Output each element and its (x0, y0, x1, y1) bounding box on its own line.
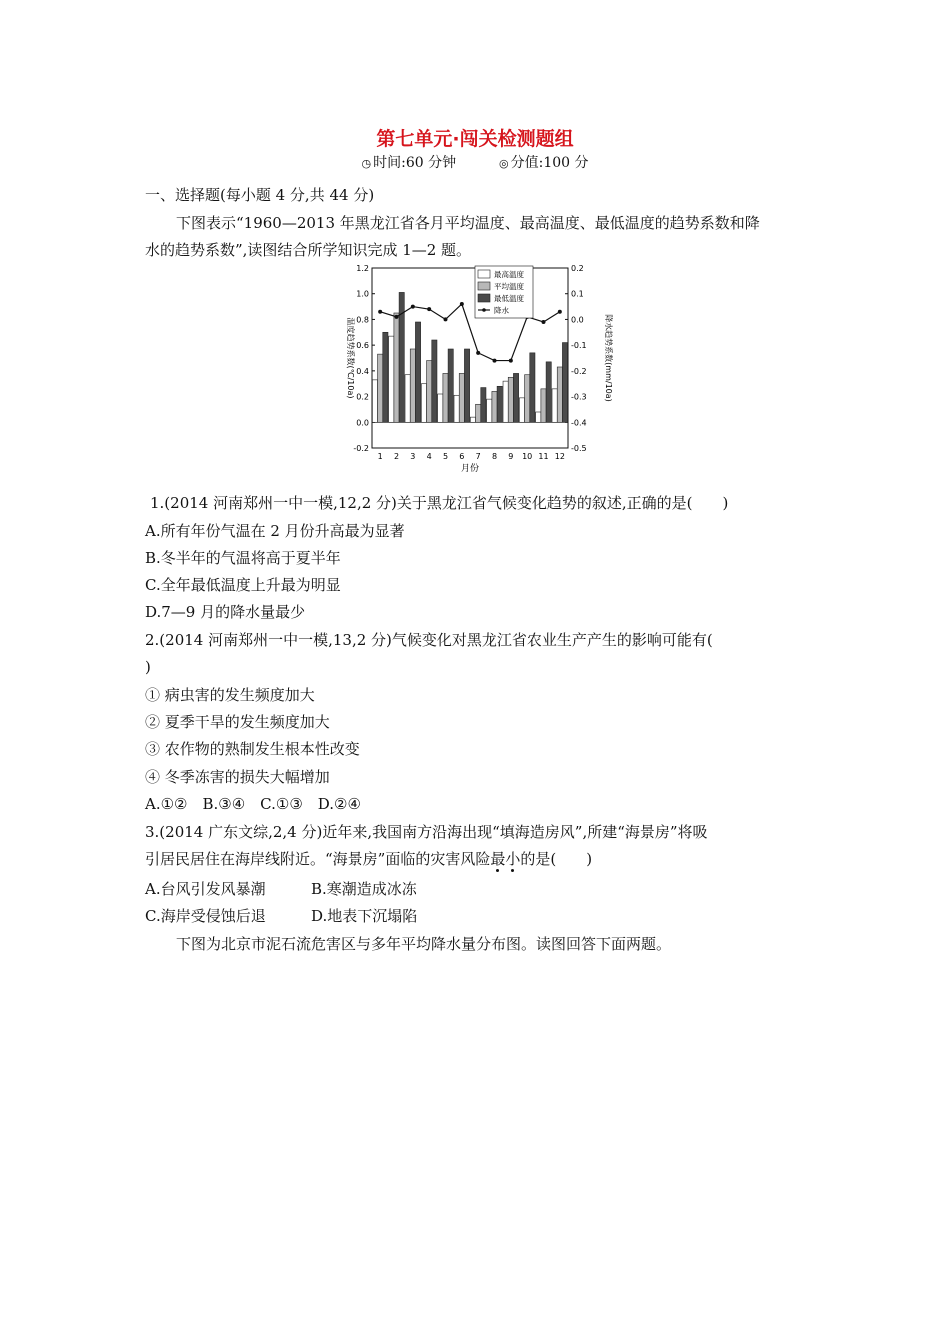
emphasis-dot-1: 最 (490, 850, 506, 868)
climate-trend-chart (336, 258, 616, 476)
q3-option-d: D.地表下沉塌陷 (311, 907, 418, 925)
legend-swatch (478, 294, 490, 302)
x-tick-label: 2 (393, 452, 400, 461)
bar-平均温度 (443, 373, 448, 422)
precip-point (509, 359, 513, 363)
bar-平均温度 (508, 377, 513, 422)
q2-item-3: ③ 农作物的熟制发生根本性改变 (145, 740, 360, 758)
y-left-tick-label: 0.8 (356, 315, 369, 325)
y-left-axis-label: 温度趋势系数(℃/10a) (346, 317, 355, 399)
bar-最低温度 (415, 322, 420, 422)
x-tick-label: 4 (426, 452, 432, 461)
bar-最低温度 (464, 349, 469, 422)
legend-swatch (478, 270, 490, 278)
y-left-tick-label: 0.0 (356, 418, 369, 428)
clock-icon: ◷ (361, 157, 372, 170)
y-left-tick-label: 1.2 (356, 264, 369, 273)
bar-最低温度 (432, 340, 437, 422)
bar-平均温度 (541, 389, 546, 422)
x-tick-label: 12 (554, 452, 565, 461)
x-tick-label: 8 (491, 452, 498, 461)
y-left-tick-label: 0.6 (356, 341, 369, 351)
bar-最低温度 (562, 343, 567, 423)
legend-label: 降水 (494, 306, 509, 315)
y-left-tick-label: 1.0 (356, 289, 369, 299)
y-right-axis-label: 降水趋势系数(mm/10a) (604, 314, 613, 402)
bar-最低温度 (383, 332, 388, 422)
q3-stem-line-1: 3.(2014 广东文综,2,4 分)近年来,我国南方沿海出现“填海造房风”,所建“海景房”将吸 (145, 823, 708, 841)
bar-最高温度 (503, 381, 508, 422)
q1-option-a: A.所有年份气温在 2 月份升高最为显著 (145, 522, 405, 540)
q1-option-d: D.7—9 月的降水量最少 (145, 603, 306, 621)
bar-平均温度 (557, 367, 562, 422)
bar-平均温度 (378, 354, 383, 422)
y-right-tick-label: 0.2 (571, 264, 584, 273)
x-tick-label: 3 (410, 452, 416, 461)
q1-option-b: B.冬半年的气温将高于夏半年 (145, 549, 341, 567)
q3-option-b: B.寒潮造成冰冻 (311, 880, 417, 898)
y-right-tick-label: 0.0 (571, 315, 584, 325)
q2-item-4: ④ 冬季冻害的损失大幅增加 (145, 768, 330, 786)
bar-平均温度 (476, 404, 481, 422)
legend-swatch-point (482, 308, 486, 312)
x-tick-label: 9 (508, 452, 514, 461)
bar-平均温度 (492, 391, 497, 422)
y-left-tick-label: 0.2 (356, 392, 369, 402)
precip-point (427, 307, 431, 311)
q2-stem-line-2: ) (145, 658, 151, 676)
bar-最高温度 (487, 399, 492, 422)
bar-最高温度 (536, 412, 541, 422)
intro-line-2: 水的趋势系数”,读图结合所学知识完成 1—2 题。 (145, 241, 472, 259)
legend-label: 平均温度 (494, 282, 524, 291)
precip-point (493, 359, 497, 363)
y-right-tick-label: -0.4 (571, 418, 587, 428)
emphasis-dot-2: 小 (505, 850, 521, 868)
x-axis-label: 月份 (460, 464, 480, 474)
q2-stem-line-1: 2.(2014 河南郑州一中一模,13,2 分)气候变化对黑龙江省农业生产产生的影响可能有( (145, 631, 713, 649)
bar-平均温度 (394, 313, 399, 422)
precip-point (444, 317, 448, 321)
legend-swatch (478, 282, 490, 290)
intro-2: 下图为北京市泥石流危害区与多年平均降水量分布图。读图回答下面两题。 (176, 935, 672, 953)
q3-option-a: A.台风引发风暴潮 (145, 880, 266, 898)
intro-line-1: 下图表示“1960—2013 年黑龙江省各月平均温度、最高温度、最低温度的趋势系数和降 (176, 214, 760, 232)
precip-point (460, 302, 464, 306)
q2-answers: A.①② B.③④ C.①③ D.②④ (145, 795, 361, 813)
bar-最低温度 (481, 388, 486, 423)
check-circle-icon: ◎ (499, 157, 509, 170)
exam-meta (0, 152, 950, 172)
bar-最高温度 (438, 394, 443, 422)
bar-最低温度 (497, 386, 502, 422)
y-right-tick-label: 0.1 (571, 289, 584, 299)
bar-最低温度 (530, 353, 535, 422)
x-tick-label: 10 (522, 452, 533, 461)
x-tick-label: 11 (538, 452, 549, 461)
precip-point (378, 310, 382, 314)
precip-point (558, 310, 562, 314)
precip-point (395, 315, 399, 319)
bar-平均温度 (410, 349, 415, 422)
y-right-tick-label: -0.3 (571, 392, 587, 402)
bar-最高温度 (372, 380, 377, 422)
q1-option-c: C.全年最低温度上升最为明显 (145, 576, 341, 594)
q1-stem: 1.(2014 河南郑州一中一模,12,2 分)关于黑龙江省气候变化趋势的叙述,正确的是( ) (150, 494, 729, 512)
legend-label: 最低温度 (494, 294, 524, 303)
page-title: 第七单元·闯关检测题组 (376, 128, 574, 150)
bar-最低温度 (448, 349, 453, 422)
section-heading: 一、选择题(每小题 4 分,共 44 分) (145, 186, 375, 204)
x-tick-label: 6 (459, 452, 465, 461)
y-right-tick-label: -0.2 (571, 366, 587, 376)
y-left-tick-label: -0.2 (353, 444, 369, 453)
bar-最高温度 (421, 384, 426, 423)
bar-最低温度 (513, 373, 518, 422)
x-tick-label: 5 (442, 452, 449, 461)
bar-最低温度 (546, 362, 551, 422)
bar-平均温度 (525, 375, 530, 423)
bar-最高温度 (470, 417, 475, 422)
bar-平均温度 (459, 373, 464, 422)
precip-point (542, 320, 546, 324)
bar-最高温度 (519, 398, 524, 422)
bar-平均温度 (427, 361, 432, 423)
precip-point (411, 305, 415, 309)
bar-最高温度 (454, 395, 459, 422)
x-tick-label: 7 (475, 452, 481, 461)
bar-最高温度 (405, 375, 410, 423)
y-left-tick-label: 0.4 (356, 366, 369, 376)
legend-label: 最高温度 (494, 270, 524, 279)
x-tick-label: 1 (377, 452, 383, 461)
precip-point (476, 351, 480, 355)
q3-stem-line-2: 引居民居住在海岸线附近。“海景房”面临的灾害风险最小的是( ) (145, 850, 593, 868)
q2-item-1: ① 病虫害的发生频度加大 (145, 686, 315, 704)
time-limit: 时间:60 分钟 (373, 155, 457, 171)
y-right-tick-label: -0.5 (571, 444, 587, 453)
score-value: 分值:100 分 (510, 155, 589, 171)
bar-最高温度 (389, 336, 394, 422)
q3-option-c: C.海岸受侵蚀后退 (145, 907, 266, 925)
q2-item-2: ② 夏季干旱的发生频度加大 (145, 713, 330, 731)
bar-最高温度 (552, 389, 557, 422)
y-right-tick-label: -0.1 (571, 341, 587, 351)
